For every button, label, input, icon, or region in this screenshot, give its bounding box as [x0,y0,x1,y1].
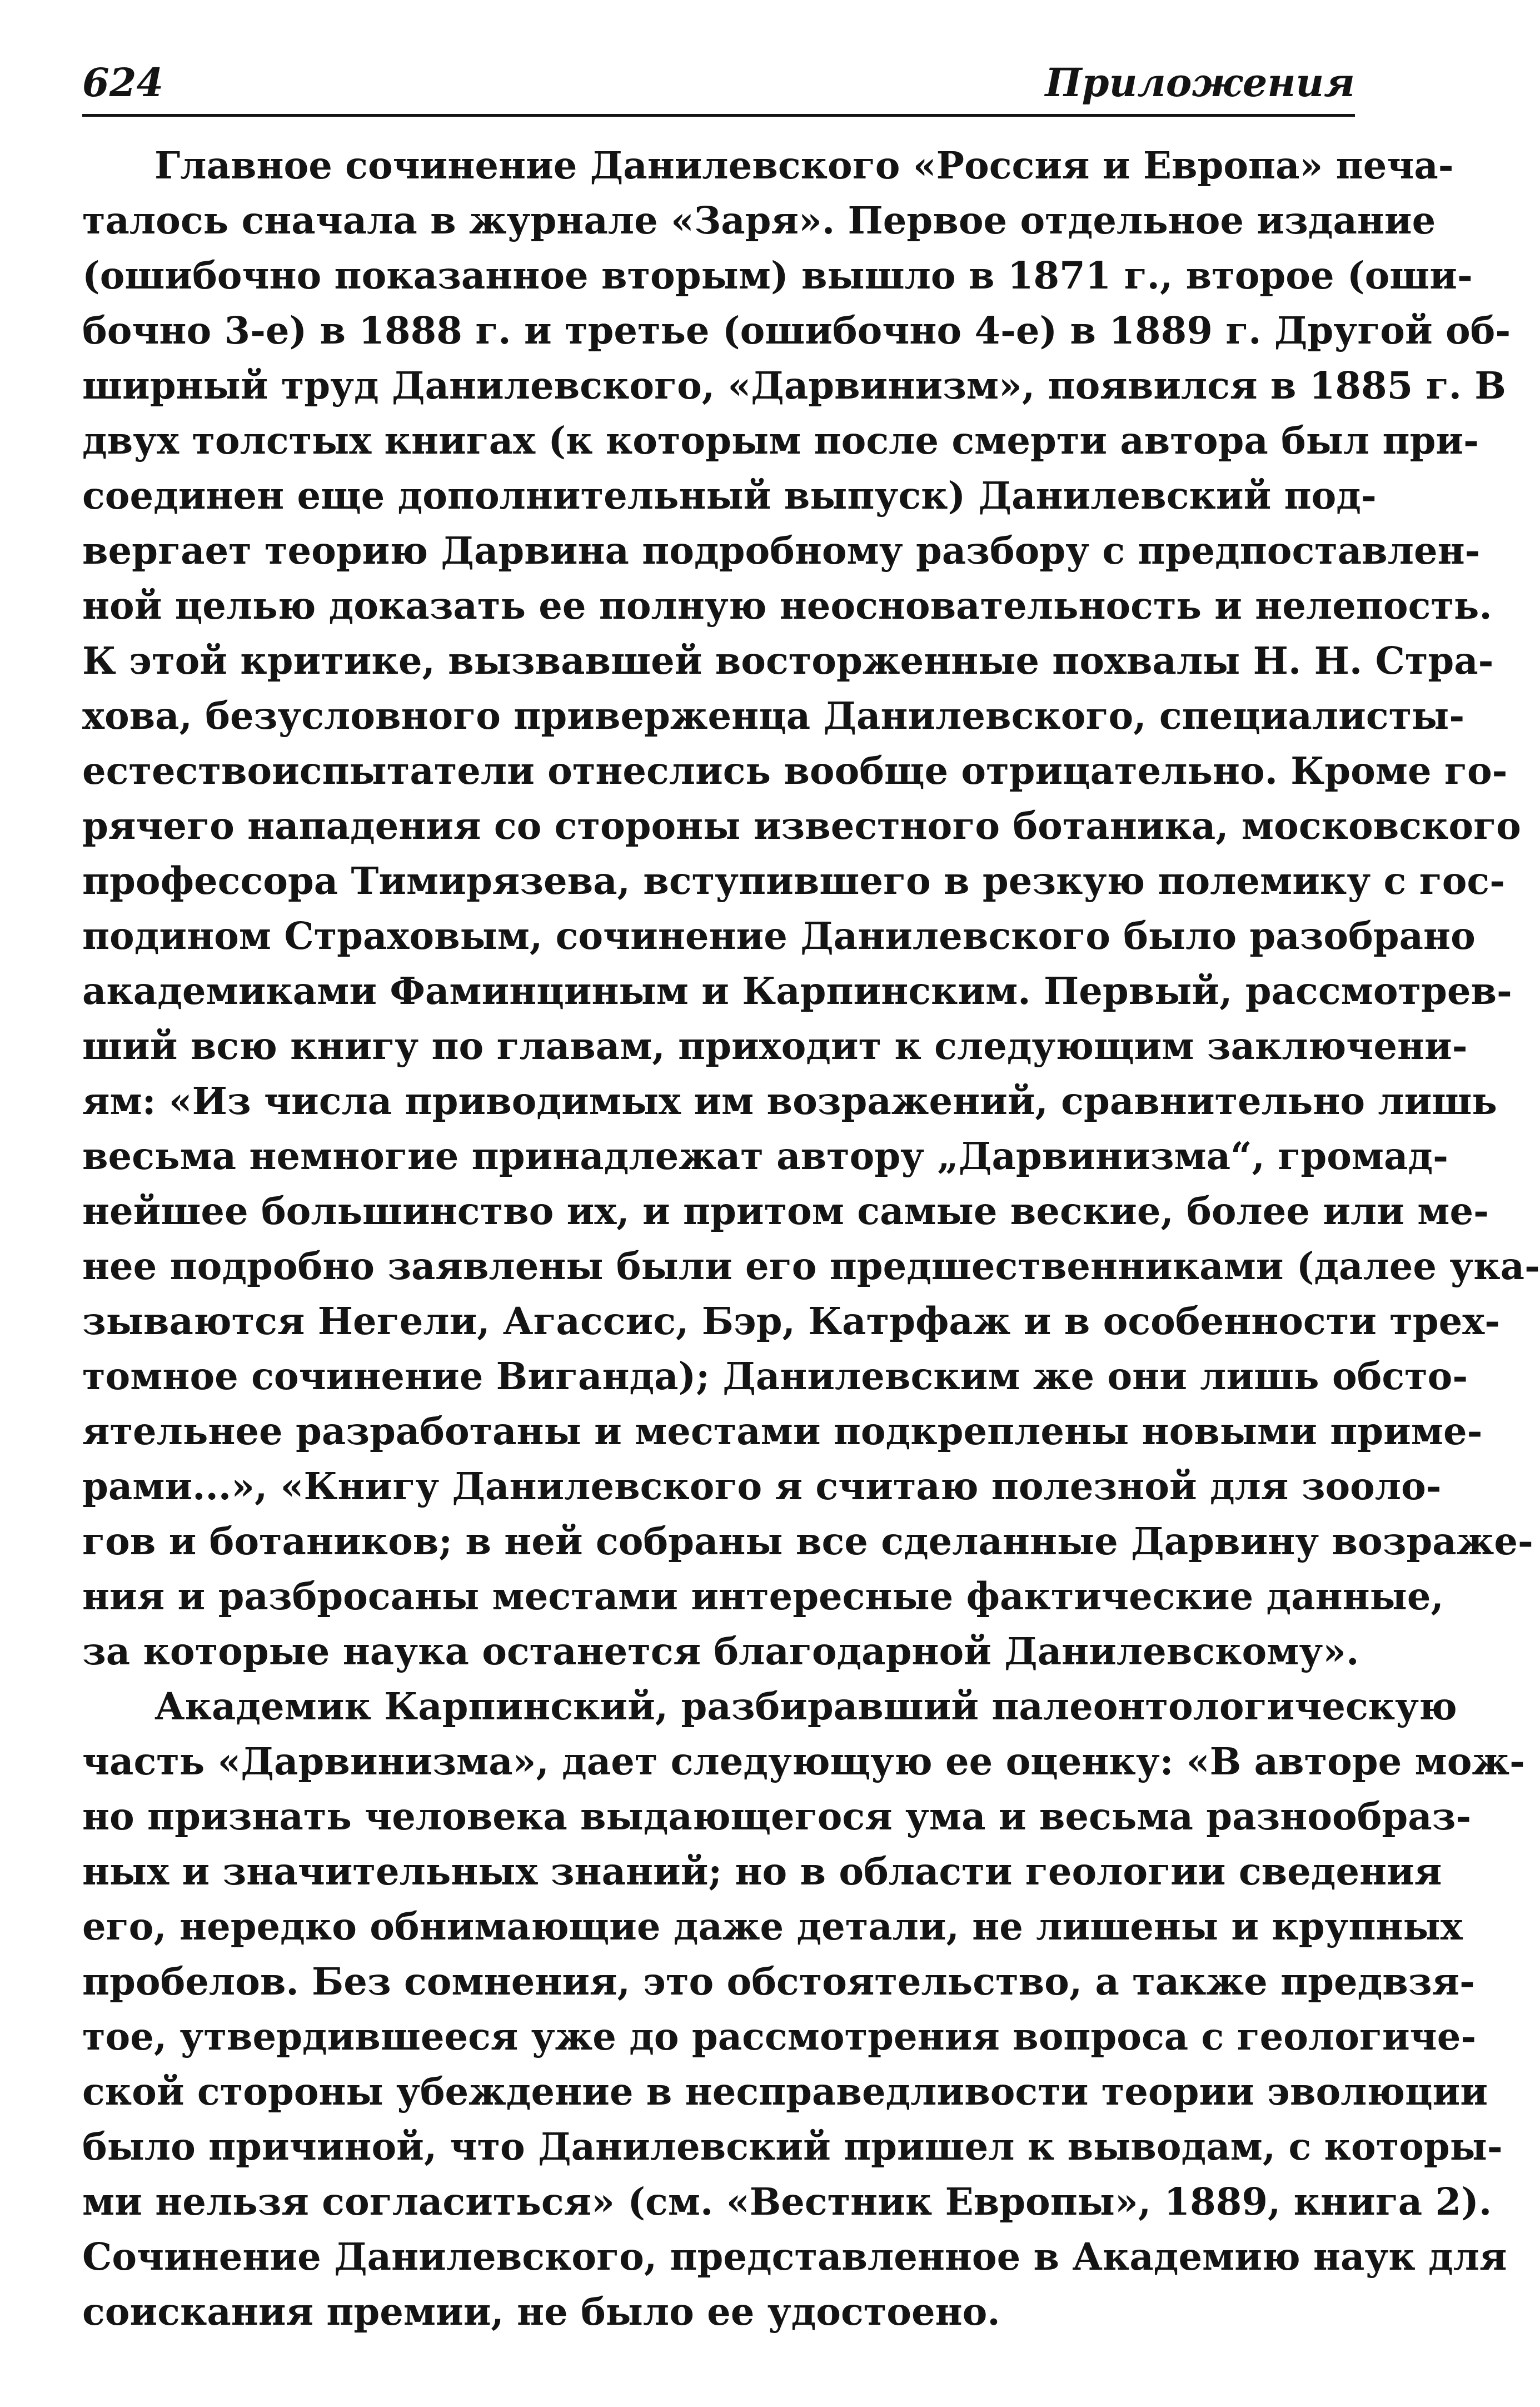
text-line: ния и разбросаны местами интересные фактические данные, [82,1574,1444,1618]
text-line: тое, утвердившееся уже до рассмотрения вопроса с геологиче- [82,2015,1477,2058]
text-line: естествоиспытатели отнеслись вообще отрицательно. Кроме го- [82,749,1508,793]
text-line: соединен еще дополнительный выпуск) Данилевский под- [82,474,1377,518]
text-line: томное сочинение Виганда); Данилевским же они лишь обсто- [82,1354,1468,1398]
text-line: пробелов. Без сомнения, это обстоятельство, а также предвзя- [82,1960,1475,2003]
text-line: гов и ботаников; в ней собраны все сделанные Дарвину возраже- [82,1519,1533,1563]
text-line: ми нельзя согласиться» (см. «Вестник Европы», 1889, книга 2). [82,2180,1492,2224]
running-title: Приложения [1045,59,1355,106]
text-line: ям: «Из числа приводимых им возражений, сравнительно лишь [82,1079,1497,1123]
text-line: бочно 3-е) в 1888 г. и третье (ошибочно 4-е) в 1889 г. Другой об- [82,309,1511,352]
text-line: его, нередко обнимающие даже детали, не лишены и крупных [82,1904,1463,1948]
text-line: Сочинение Данилевского, представленное в Академию наук для [82,2235,1507,2279]
text-line: ной целью доказать ее полную неосновательность и нелепость. [82,584,1492,628]
text-line: нее подробно заявлены были его предшественниками (далее ука- [82,1244,1540,1288]
text-line: зываются Негели, Агассис, Бэр, Катрфаж и в особенности трех- [82,1299,1501,1343]
text-line: К этой критике, вызвавшей восторженные похвалы Н. Н. Стра- [82,639,1494,683]
text-line: двух толстых книгах (к которым после смерти автора был при- [82,419,1479,462]
text-line: ской стороны убеждение в несправедливости теории эволюции [82,2070,1488,2113]
body-text [82,138,1540,2339]
text-line: вергает теорию Дарвина подробному разбору с предпоставлен- [82,529,1481,573]
text-line: подином Страховым, сочинение Данилевского было разобрано [82,914,1476,958]
text-line: нейшее большинство их, и притом самые веские, более или ме- [82,1189,1489,1233]
text-line: было причиной, что Данилевский пришел к выводам, с которы- [82,2125,1503,2169]
text-line: профессора Тимирязева, вступившего в резкую полемику с гос- [82,859,1506,903]
text-line: ший всю книгу по главам, приходит к следующим заключени- [82,1024,1468,1068]
text-line: часть «Дарвинизма», дает следующую ее оценку: «В авторе мож- [82,1739,1525,1783]
paragraph [82,1679,1525,2339]
text-line: ятельнее разработаны и местами подкреплены новыми приме- [82,1409,1483,1453]
text-line: но признать человека выдающегося ума и весьма разнообраз- [82,1794,1472,1838]
text-line: академиками Фаминциным и Карпинским. Первый, рассмотрев- [82,969,1512,1013]
text-line: весьма немногие принадлежат автору „Дарвинизма“, громад- [82,1134,1448,1178]
page-header [82,53,1355,117]
text-line: ширный труд Данилевского, «Дарвинизм», появился в 1885 г. В [82,364,1506,407]
text-line: хова, безусловного приверженца Данилевского, специалисты- [82,694,1465,738]
text-line: рячего нападения со стороны известного ботаника, московского [82,804,1521,848]
page-number: 624 [82,59,164,106]
text-line: рами...», «Книгу Данилевского я считаю полезной для зооло- [82,1464,1442,1508]
text-line: Академик Карпинский, разбиравший палеонтологическую [155,1684,1457,1728]
text-line: ных и значительных знаний; но в области геологии сведения [82,1849,1442,1893]
text-line: (ошибочно показанное вторым) вышло в 1871 г., второе (оши- [82,253,1473,297]
text-line: талось сначала в журнале «Заря». Первое отдельное издание [82,198,1436,242]
text-line: соискания премии, не было ее удостоено. [82,2290,1000,2334]
paragraph [82,138,1540,1679]
text-line: за которые наука останется благодарной Данилевскому». [82,1629,1359,1673]
text-line: Главное сочинение Данилевского «Россия и Европа» печа- [155,143,1454,187]
